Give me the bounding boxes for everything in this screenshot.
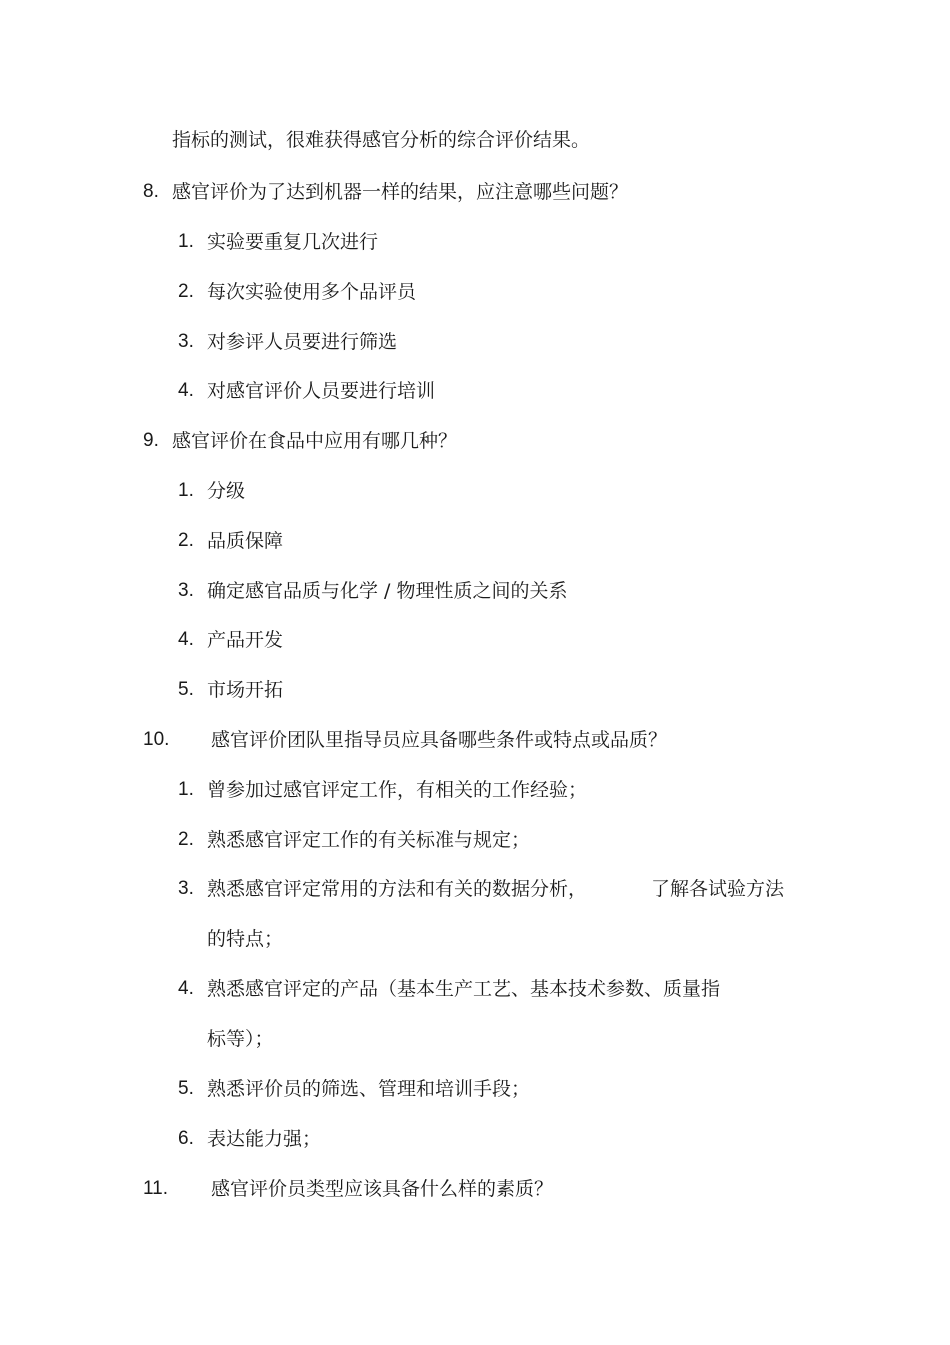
question-number: 11. [143, 1178, 169, 1199]
question-text: 感官评价员类型应该具备什么样的素质？ [211, 1178, 554, 1200]
list-item-text: 产品开发 [207, 629, 284, 651]
list-item-text: 对感官评价人员要进行培训 [207, 380, 436, 402]
list-item-text: 熟悉感官评定工作的有关标准与规定； [207, 829, 531, 851]
list-item-text: 确定感官品质与化学 / 物理性质之间的关系 [207, 580, 568, 602]
question-number: 10. [143, 729, 170, 750]
list-item-text-wrapped: 的特点； [207, 928, 284, 950]
list-item-text: 曾参加过感官评定工作，有相关的工作经验； [207, 779, 588, 801]
list-item-number: 1. [178, 231, 194, 252]
list-item-number: 5. [178, 1078, 194, 1099]
list-item-text: 表达能力强； [207, 1128, 322, 1150]
list-item-number: 1. [178, 779, 194, 800]
list-item-number: 3. [178, 580, 194, 601]
list-item-text: 分级 [207, 480, 246, 502]
list-item-number: 2. [178, 829, 194, 850]
question-number: 9. [143, 430, 159, 451]
list-item-text: 每次实验使用多个品评员 [207, 281, 417, 303]
list-item-number: 4. [178, 978, 194, 999]
continuation-text: 指标的测试，很难获得感官分析的综合评价结果。 [172, 129, 591, 151]
list-item-text: 市场开拓 [207, 679, 284, 701]
list-item-text-continued: 了解各试验方法 [651, 878, 785, 900]
list-item-number: 2. [178, 530, 194, 551]
list-item-number: 3. [178, 331, 194, 352]
list-item-text: 实验要重复几次进行 [207, 231, 379, 253]
list-item-number: 1. [178, 480, 194, 501]
list-item-number: 6. [178, 1128, 194, 1149]
list-item-number: 5. [178, 679, 194, 700]
question-number: 8. [143, 181, 159, 202]
list-item-number: 3. [178, 878, 194, 899]
question-text: 感官评价团队里指导员应具备哪些条件或特点或品质？ [211, 729, 668, 751]
list-item-text: 对参评人员要进行筛选 [207, 331, 398, 353]
list-item-number: 4. [178, 629, 194, 650]
list-item-text: 熟悉感官评定常用的方法和有关的数据分析， [207, 878, 588, 900]
list-item-number: 4. [178, 380, 194, 401]
list-item-text-wrapped: 标等）； [207, 1028, 274, 1050]
list-item-text: 品质保障 [207, 530, 284, 552]
question-text: 感官评价为了达到机器一样的结果，应注意哪些问题？ [172, 181, 629, 203]
question-text: 感官评价在食品中应用有哪几种？ [172, 430, 458, 452]
list-item-number: 2. [178, 281, 194, 302]
list-item-text: 熟悉评价员的筛选、管理和培训手段； [207, 1078, 531, 1100]
list-item-text: 熟悉感官评定的产品（基本生产工艺、基本技术参数、质量指 [207, 978, 721, 1000]
